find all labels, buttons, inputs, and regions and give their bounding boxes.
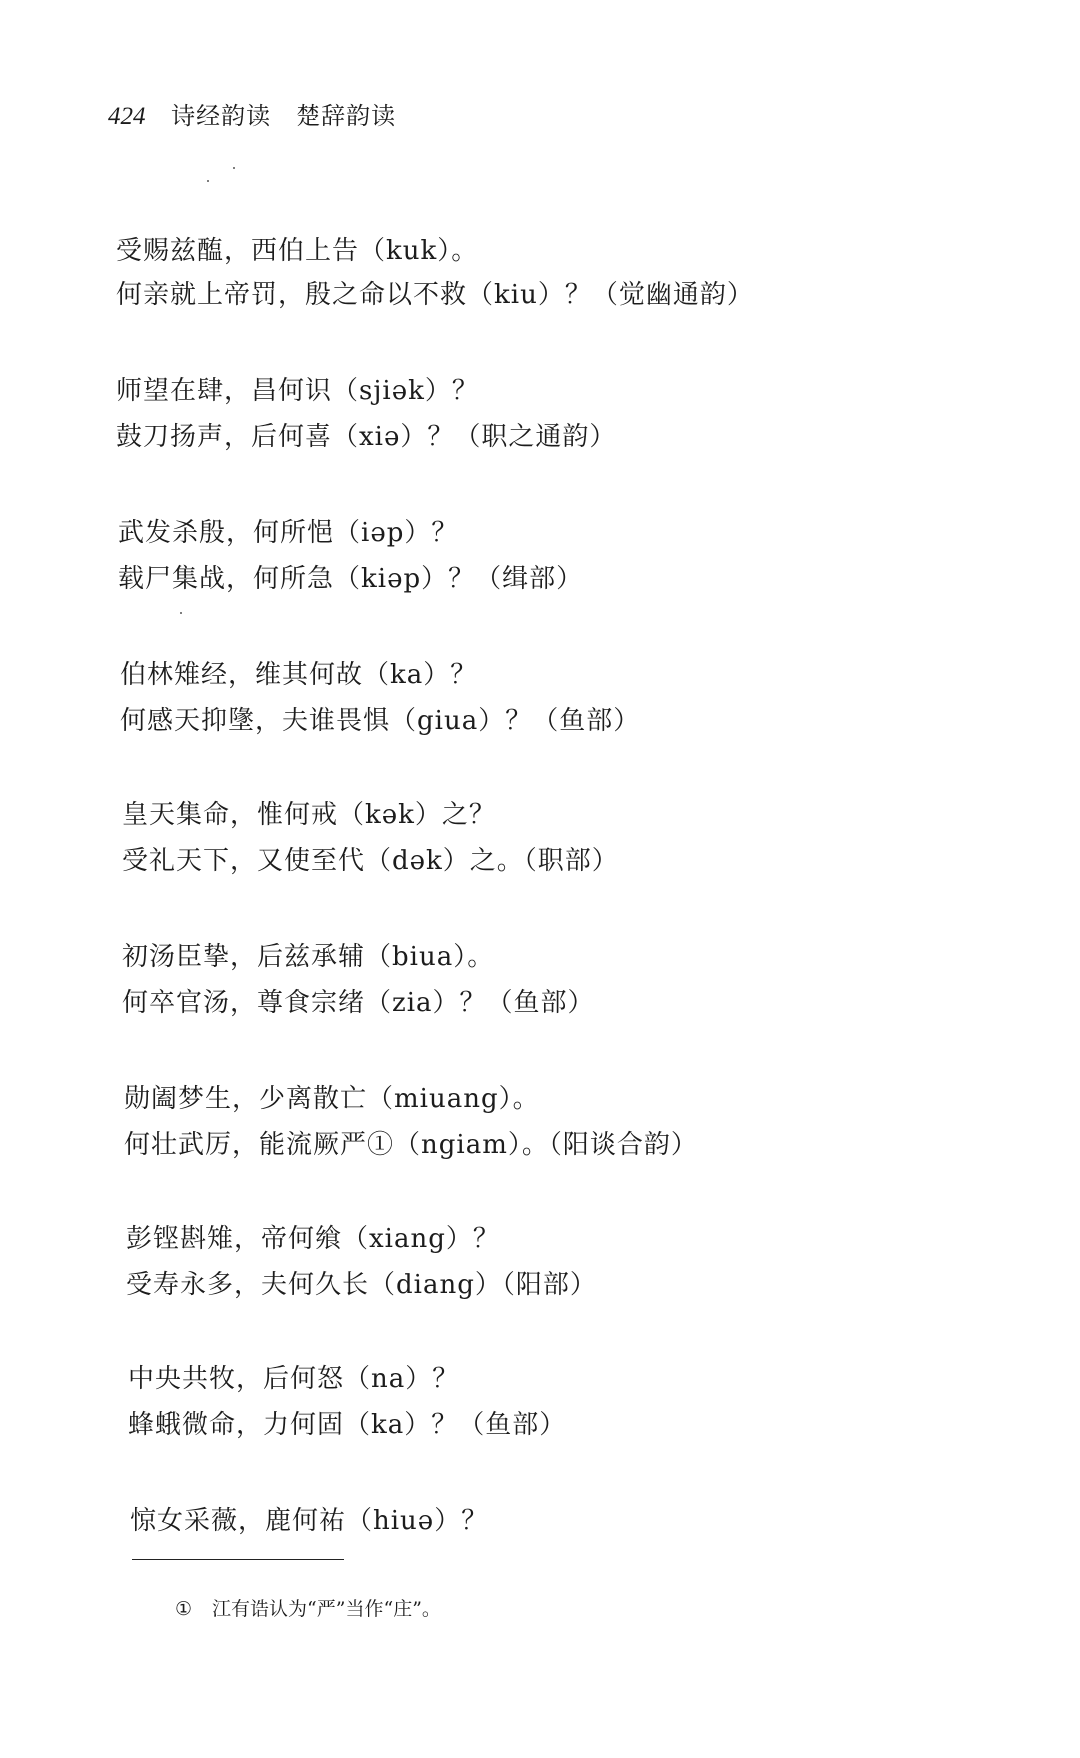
verse-line: 受礼天下，又使至代（dək）之。（职部） bbox=[122, 846, 619, 876]
running-header bbox=[108, 96, 396, 131]
verse-line: 初汤臣挚，后兹承辅（biua）。 bbox=[122, 942, 495, 972]
verse-line: 惊女采薇，鹿何祐（hiuə）？ bbox=[130, 1506, 489, 1536]
verse-line: 伯林雉经，维其何故（ka）？ bbox=[120, 660, 478, 690]
verse-line: 蜂蛾微命，力何固（ka）？（鱼部） bbox=[128, 1410, 567, 1440]
verse-line: 师望在肆，昌何识（sjiək）？ bbox=[116, 376, 479, 406]
verse-line: 受寿永多，夫何久长（diang）（阳部） bbox=[126, 1270, 597, 1300]
verse-line: 彭铿斟雉，帝何飨（xiang）？ bbox=[126, 1224, 500, 1254]
verse-line: 受赐兹醢，西伯上告（kuk）。 bbox=[116, 236, 479, 266]
verse-line: 皇天集命，惟何戒（kək）之？ bbox=[122, 800, 496, 830]
verse-line: 何壮武厉，能流厥严①（ngiam）。（阳谈合韵） bbox=[124, 1130, 698, 1160]
footnote-marker: ① bbox=[175, 1598, 193, 1620]
footnote-rule bbox=[132, 1559, 344, 1560]
footnote bbox=[175, 1594, 441, 1621]
scan-speck bbox=[207, 180, 209, 182]
verse-line: 武发杀殷，何所悒（iəp）？ bbox=[118, 518, 459, 548]
page-number: 424 bbox=[108, 103, 146, 130]
verse-line: 何卒官汤，尊食宗绪（zia）？（鱼部） bbox=[122, 988, 595, 1018]
verse-line: 何感天抑墬，夫谁畏惧（giua）？（鱼部） bbox=[120, 706, 641, 736]
verse-line: 载尸集战，何所急（kiəp）？（缉部） bbox=[118, 564, 584, 594]
scan-speck bbox=[180, 612, 182, 614]
book-title: 诗经韵读 楚辞韵读 bbox=[171, 102, 397, 130]
verse-line: 何亲就上帝罚，殷之命以不救（kiu）？（觉幽通韵） bbox=[116, 280, 754, 310]
footnote-text: 江有诰认为“严”当作“庄”。 bbox=[212, 1598, 441, 1620]
verse-line: 勋阖梦生，少离散亡（miuang）。 bbox=[124, 1084, 540, 1114]
verse-line: 鼓刀扬声，后何喜（xiə）？（职之通韵） bbox=[116, 422, 617, 452]
verse-line: 中央共牧，后何怒（na）？ bbox=[128, 1364, 460, 1394]
scan-speck bbox=[233, 167, 235, 169]
